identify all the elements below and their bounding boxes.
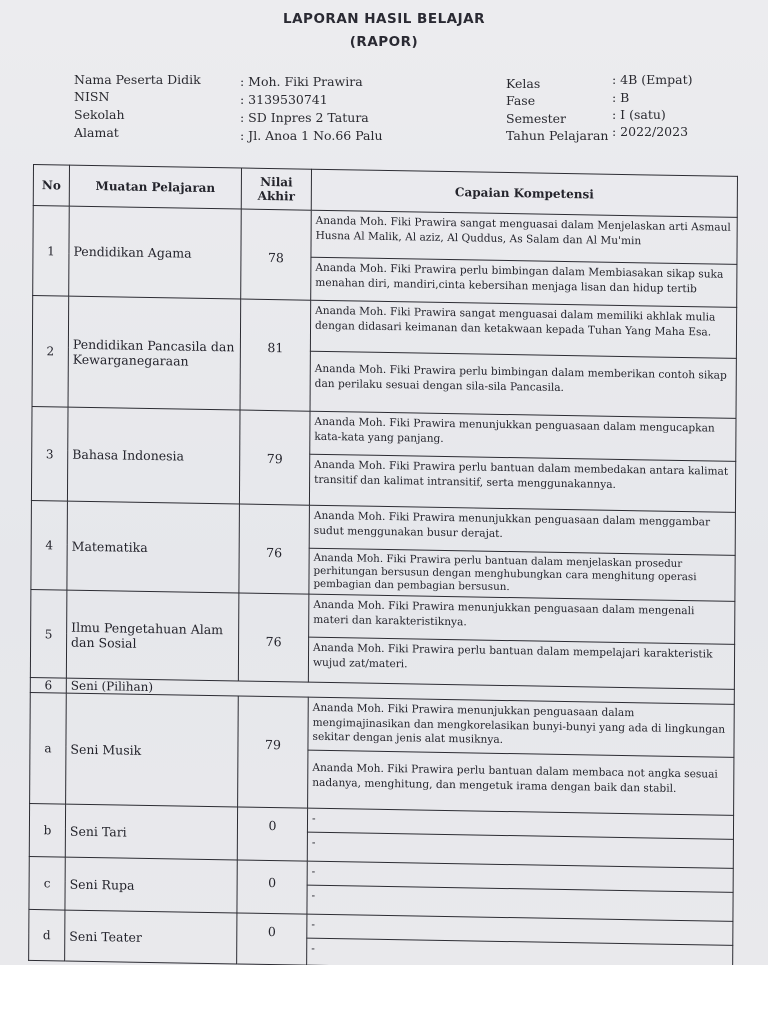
row-nilai: 81 xyxy=(240,299,311,411)
row-no: 6 xyxy=(30,677,66,693)
label-nama: Nama Peserta Didik xyxy=(74,72,201,87)
row-no: a xyxy=(30,692,67,804)
value-alamat: : Jl. Anoa 1 No.66 Palu xyxy=(240,128,383,143)
row-no: b xyxy=(29,803,65,857)
value-semester: : I (satu) xyxy=(612,107,666,122)
row-subject: Pendidikan Agama xyxy=(69,206,242,299)
grades-table-wrapper xyxy=(28,164,737,955)
row-capaian-1: Ananda Moh. Fiki Prawira menunjukkan penguasaan dalam mengimajinasikan dan mengkorelasikan bunyi-bunyi yang ada di lingkungan sekitar dengan jenis alat musiknya. xyxy=(308,697,734,757)
row-subject: Ilmu Pengetahuan Alam dan Sosial xyxy=(66,590,239,681)
row-no: 4 xyxy=(31,500,68,590)
label-sekolah: Sekolah xyxy=(74,107,125,122)
label-nisn: NISN xyxy=(74,89,110,104)
row-nilai: 79 xyxy=(238,696,309,808)
row-subject: Seni Teater xyxy=(65,910,237,964)
label-semester: Semester xyxy=(506,111,567,126)
row-capaian-2: - xyxy=(307,938,733,972)
row-capaian-1: - xyxy=(307,861,733,892)
value-kelas: : 4B (Empat) xyxy=(612,72,693,87)
row-nilai: 0 xyxy=(237,860,307,914)
bottom-margin xyxy=(0,965,768,1024)
row-no: d xyxy=(29,909,65,961)
row-subject: Bahasa Indonesia xyxy=(67,407,240,504)
row-subject: Seni Rupa xyxy=(65,857,237,913)
table-row xyxy=(30,692,734,757)
value-tahun-pelajaran: : 2022/2023 xyxy=(612,124,689,139)
row-capaian-1: - xyxy=(307,914,733,945)
row-subject: Seni Tari xyxy=(65,804,237,860)
header-muatan-pelajaran: Muatan Pelajaran xyxy=(69,165,241,209)
value-nisn: : 3139530741 xyxy=(240,92,328,107)
value-sekolah: : SD Inpres 2 Tatura xyxy=(240,110,369,125)
label-alamat: Alamat xyxy=(74,125,119,140)
row-no: 1 xyxy=(33,206,70,297)
row-capaian-2: Ananda Moh. Fiki Prawira perlu bantuan dalam menjelaskan prosedur perhitungan bersusun dengan menghubungkan cara menghitung operasi pembagian dan pembagian bersusun. xyxy=(309,548,735,601)
label-fase: Fase xyxy=(506,93,536,108)
row-nilai: 78 xyxy=(241,209,312,300)
row-capaian-2: Ananda Moh. Fiki Prawira perlu bantuan dalam membedakan antara kalimat transitif dan kalimat intransitif, serta menggunakannya. xyxy=(309,454,735,512)
table-row xyxy=(32,295,736,358)
row-capaian-2: - xyxy=(307,832,733,868)
grades-table xyxy=(28,164,738,973)
row-no: 3 xyxy=(31,406,68,501)
row-capaian-1: Ananda Moh. Fiki Prawira sangat menguasai dalam memiliki akhlak mulia dengan didasari keimanan dan ketakwaan kepada Tuhan Yang Maha Esa. xyxy=(310,300,736,358)
row-no: 5 xyxy=(30,589,67,678)
row-capaian-1: Ananda Moh. Fiki Prawira menunjukkan penguasaan dalam mengucapkan kata-kata yang panjang. xyxy=(310,411,736,461)
header-no: No xyxy=(33,165,69,207)
label-tahun-pelajaran: Tahun Pelajaran xyxy=(506,128,609,143)
value-nama: : Moh. Fiki Prawira xyxy=(240,74,363,89)
row-subject: Seni Musik xyxy=(66,693,239,807)
report-subtitle: (RAPOR) xyxy=(349,34,419,50)
row-nilai: 79 xyxy=(239,410,310,505)
row-nilai: 76 xyxy=(238,593,309,682)
row-nilai: 0 xyxy=(237,913,307,965)
value-fase: : B xyxy=(612,90,630,105)
section-label-seni: Seni (Pilihan) xyxy=(66,678,734,704)
row-subject: Pendidikan Pancasila dan Kewarganegaraan xyxy=(68,296,241,410)
row-capaian-1: Ananda Moh. Fiki Prawira menunjukkan penguasaan dalam menggambar sudut menggunakan busur derajat. xyxy=(309,505,735,555)
row-capaian-2: - xyxy=(307,885,733,921)
header-capaian-kompetensi: Capaian Kompetensi xyxy=(311,169,737,217)
row-capaian-2: Ananda Moh. Fiki Prawira perlu bantuan dalam membaca not angka sesuai nadanya, menghitung, dan mengetuk irama dengan baik dan stabil. xyxy=(308,750,734,815)
row-nilai: 0 xyxy=(237,807,307,861)
row-capaian-2: Ananda Moh. Fiki Prawira perlu bimbingan dalam memberikan contoh sikap dan perilaku sesuai dengan sila-sila Pancasila. xyxy=(310,351,736,418)
label-kelas: Kelas xyxy=(506,76,541,91)
row-capaian-1: - xyxy=(307,808,733,839)
row-capaian-1: Ananda Moh. Fiki Prawira sangat menguasai dalam Menjelaskan arti Asmaul Husna Al Malik, Al aziz, Al Quddus, As Salam dan Al Mu'min xyxy=(311,210,737,264)
row-nilai: 76 xyxy=(239,504,310,594)
row-subject: Matematika xyxy=(67,501,240,593)
row-no: 2 xyxy=(32,295,69,407)
report-title: LAPORAN HASIL BELAJAR xyxy=(283,11,485,27)
row-capaian-2: Ananda Moh. Fiki Prawira perlu bantuan dalam mempelajari karakteristik wujud zat/materi. xyxy=(308,637,734,689)
header-nilai-akhir: Nilai Akhir xyxy=(241,168,311,210)
row-capaian-1: Ananda Moh. Fiki Prawira menunjukkan penguasaan dalam mengenali materi dan karakteristiknya. xyxy=(309,594,735,644)
row-no: c xyxy=(29,856,65,910)
row-capaian-2: Ananda Moh. Fiki Prawira perlu bimbingan dalam Membiasakan sikap suka menahan diri, mandiri,cinta kebersihan menjaga lisan dan hidup tertib xyxy=(311,257,737,307)
